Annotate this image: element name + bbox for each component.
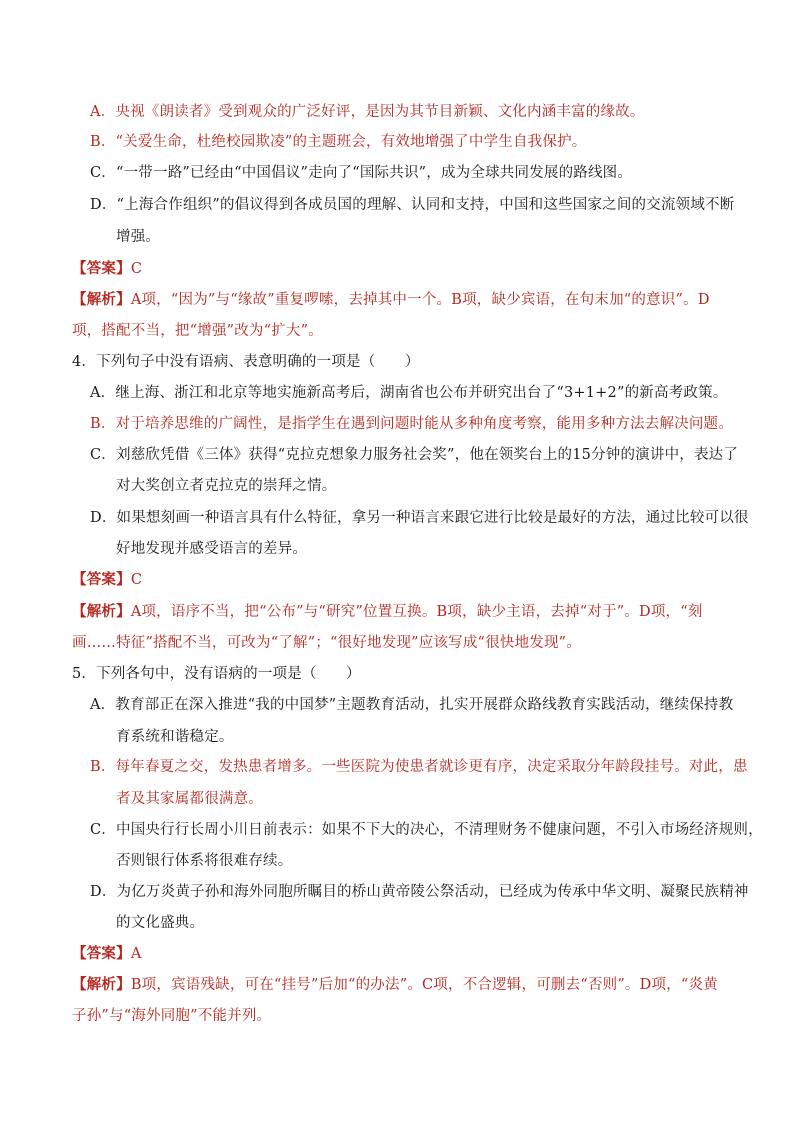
q3-analysis [72, 290, 710, 310]
q5-analysis-continued: 子孙”与“海外同胞”不能并列。 [72, 1008, 272, 1024]
analysis-text: A项，“因为”与“缘故”重复啰嗦，去掉其中一个。B项，缺少宾语，在句末加“的意识”。D [130, 292, 710, 308]
q4-option-c-continued: 对大奖创立者克拉克的崇拜之情。 [116, 478, 337, 494]
analysis-tag: 【解析】 [72, 291, 131, 308]
q5-option-a-continued: 育系统和谐稳定。 [116, 729, 234, 745]
q3-option-d-continued: 增强。 [116, 229, 161, 245]
analysis-tag: 【解析】 [72, 603, 131, 620]
q5-option-d: D．为亿万炎黄子孙和海外同胞所瞩目的桥山黄帝陵公祭活动，已经成为传承中华文明、凝聚民族精神 [90, 884, 749, 900]
q3-option-c: C．“一带一路”已经由“中国倡议”走向了“国际共识”，成为全球共同发展的路线图。 [90, 165, 633, 181]
q3-answer [72, 259, 142, 279]
answer-value: C [130, 572, 143, 588]
q4-analysis-continued: 画……特征”搭配不当，可改为“了解”；“很好地发现”应该写成“很快地发现”。 [72, 635, 581, 651]
q5-stem: 5．下列各句中，没有语病的一项是（ ） [72, 666, 361, 682]
q5-analysis [72, 975, 718, 995]
analysis-text: A项，语序不当，把“公布”与“研究”位置互换。B项，缺少主语，去掉“对于”。D项，“刻 [130, 604, 703, 620]
q5-option-b-continued: 者及其家属都很满意。 [116, 791, 263, 807]
q4-option-a: A．继上海、浙江和北京等地实施新高考后，湖南省也公布并研究出台了“3+1+2”的新高考政策。 [90, 385, 728, 401]
q4-option-b: B．对于培养思维的广阔性，是指学生在遇到问题时能从多种角度考察，能用多种方法去解决问题。 [90, 416, 733, 432]
q4-option-c: C．刘慈欣凭借《三体》获得“克拉克想象力服务社会奖”，他在领奖台上的15分钟的演讲中，表达了 [90, 447, 739, 463]
q3-option-d: D．“上海合作组织”的倡议得到各成员国的理解、认同和支持，中国和这些国家之间的交流领域不断 [90, 197, 735, 213]
q3-option-b: B．“关爱生命，杜绝校园欺凌”的主题班会，有效地增强了中学生自我保护。 [90, 134, 587, 150]
answer-tag: 【答案】 [72, 945, 131, 962]
q5-option-c-continued: 否则银行体系将很难存续。 [116, 853, 293, 869]
q3-analysis-continued: 项，搭配不当，把“增强”改为“扩大”。 [72, 323, 323, 339]
q4-option-d: D．如果想刻画一种语言具有什么特征，拿另一种语言来跟它进行比较是最好的方法，通过比较可以很 [90, 510, 749, 526]
q4-stem: 4．下列句子中没有语病、表意明确的一项是（ ） [72, 354, 420, 370]
q4-option-d-continued: 好地发现并感受语言的差异。 [116, 541, 308, 557]
q5-option-a: A．教育部正在深入推进“我的中国梦”主题教育活动，扎实开展群众路线教育实践活动，继续保持教 [90, 697, 734, 713]
answer-tag: 【答案】 [72, 260, 131, 277]
q5-option-b: B．每年春夏之交，发热患者增多。一些医院为使患者就诊更有序，决定采取分年龄段挂号。对此，患 [90, 759, 748, 775]
answer-value: A [130, 946, 142, 962]
q4-answer [72, 570, 142, 590]
q4-analysis [72, 602, 703, 622]
q3-option-a: A．央视《朗读者》受到观众的广泛好评，是因为其节目新颖、文化内涵丰富的缘故。 [90, 104, 645, 120]
q5-answer [72, 944, 141, 964]
answer-tag: 【答案】 [72, 571, 131, 588]
q5-option-c: C．中国央行行长周小川日前表示：如果不下大的决心，不清理财务不健康问题，不引入市场经济规则， [90, 822, 763, 838]
q5-option-d-continued: 的文化盛典。 [116, 915, 205, 931]
answer-value: C [130, 261, 143, 277]
analysis-text: B项，宾语残缺，可在“挂号”后加“的办法”。C项，不合逻辑，可删去“否则”。D项，“炎黄 [130, 977, 718, 993]
analysis-tag: 【解析】 [72, 976, 131, 993]
